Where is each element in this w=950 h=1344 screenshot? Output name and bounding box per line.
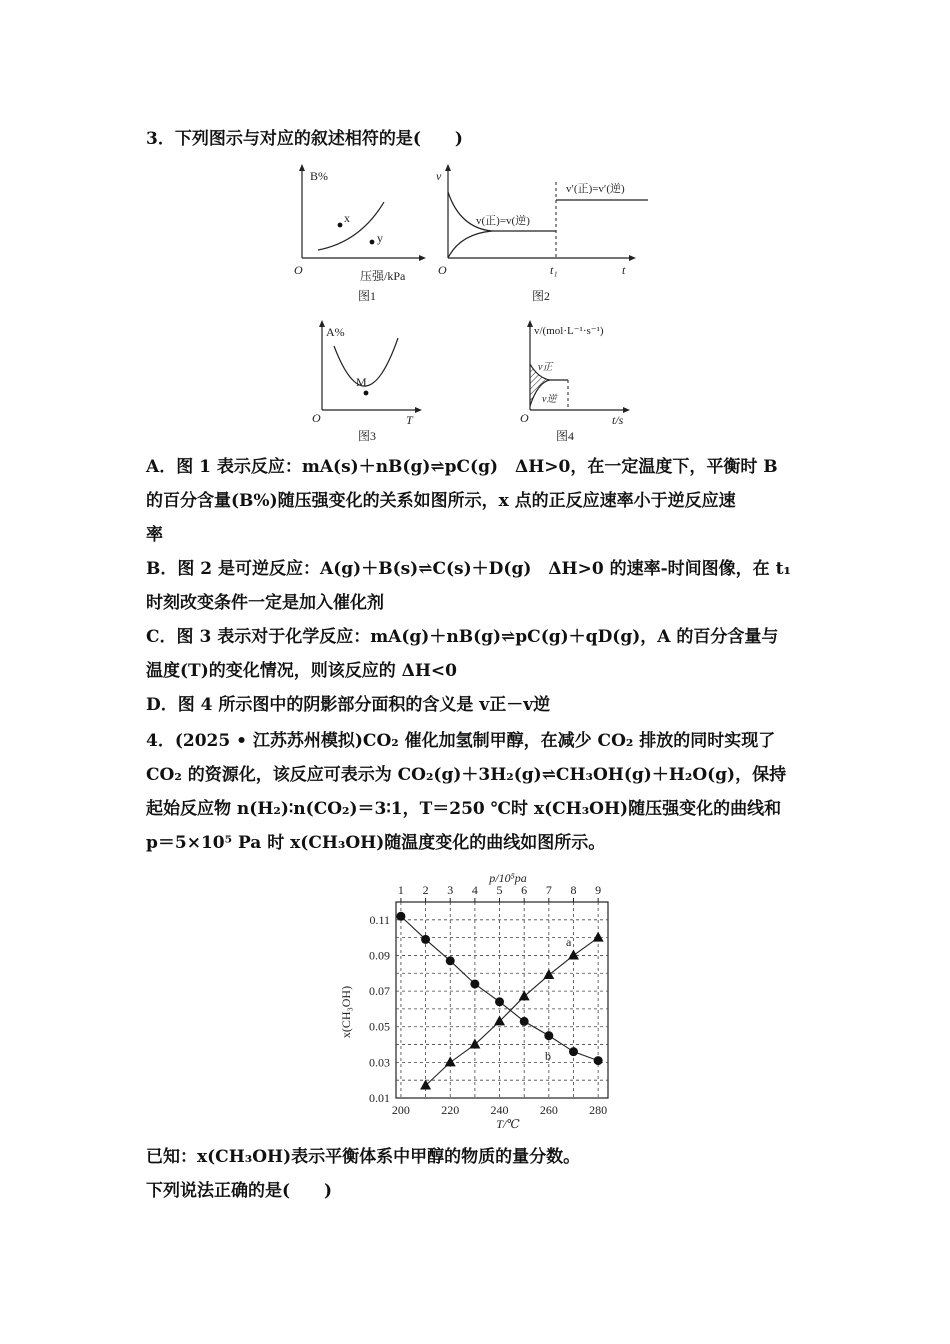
fig2-caption: 图2 bbox=[532, 289, 551, 303]
figure-3 bbox=[308, 318, 428, 446]
q4-known: 已知：x(CH₃OH)表示平衡体系中甲醇的物质的量分数。 bbox=[146, 1147, 581, 1167]
fig4-v-fwd: v正 bbox=[538, 362, 553, 373]
series-b-point bbox=[520, 1017, 529, 1026]
methanol-chart bbox=[330, 866, 620, 1136]
x2-tick-label: 4 bbox=[471, 883, 478, 897]
series-a-point bbox=[519, 990, 530, 1000]
x2-tick-label: 1 bbox=[397, 883, 404, 897]
series-a-point bbox=[445, 1056, 456, 1066]
fig2-origin: O bbox=[438, 263, 447, 277]
series-b-point bbox=[544, 1031, 553, 1040]
chart-x-label: T/℃ bbox=[496, 1117, 520, 1131]
option-a-line1: A．图 1 表示反应：mA(s)＋nB(g)⇌pC(g) ΔH>0，在一定温度下，平衡时 B bbox=[146, 457, 778, 477]
fig1-ylabel: B% bbox=[310, 169, 328, 183]
figure-4 bbox=[516, 318, 656, 446]
series-a-point bbox=[420, 1080, 431, 1090]
x2-tick-label: 6 bbox=[521, 883, 528, 897]
option-c-line1: C．图 3 表示对于化学反应：mA(g)＋nB(g)⇌pC(g)＋qD(g)，A 的百分含量与 bbox=[146, 627, 779, 647]
fig4-caption: 图4 bbox=[556, 429, 575, 443]
x2-tick-label: 8 bbox=[570, 883, 577, 897]
x-tick-label: 200 bbox=[391, 1103, 410, 1117]
q4-line2: CO₂ 的资源化，该反应可表示为 CO₂(g)＋3H₂(g)⇌CH₃OH(g)＋H₂O(g)，保持 bbox=[146, 765, 787, 785]
fig3-xlabel: T bbox=[406, 413, 413, 427]
fig3-origin: O bbox=[312, 411, 321, 425]
fig3-caption: 图3 bbox=[358, 429, 377, 443]
fig2-label-eq2: v′(正)=v′(逆) bbox=[566, 183, 625, 195]
series-a-label: a bbox=[566, 935, 572, 949]
y-tick-label: 0.11 bbox=[369, 912, 390, 927]
figure-2 bbox=[432, 162, 657, 307]
fig1-xlabel: 压强/kPa bbox=[360, 269, 406, 283]
y-tick-label: 0.07 bbox=[369, 984, 390, 999]
series-a-point bbox=[469, 1039, 480, 1049]
fig2-ylabel: v bbox=[436, 169, 442, 183]
fig1-origin: O bbox=[294, 263, 303, 277]
x2-tick-label: 3 bbox=[447, 883, 454, 897]
option-a-line3: 率 bbox=[146, 525, 163, 545]
x2-tick-label: 7 bbox=[545, 883, 552, 897]
x-tick-label: 260 bbox=[539, 1103, 558, 1117]
chart-x2-label: p/10⁵pa bbox=[489, 871, 527, 885]
fig4-v-rev: v逆 bbox=[542, 394, 557, 405]
series-b-point bbox=[594, 1056, 603, 1065]
series-b-point bbox=[495, 997, 504, 1006]
option-c-line2: 温度(T)的变化情况，则该反应的 ΔH<0 bbox=[146, 661, 457, 681]
y-tick-label: 0.05 bbox=[369, 1019, 390, 1034]
series-b-label: b bbox=[545, 1049, 551, 1063]
q4-line1: 4．(2025 • 江苏苏州模拟)CO₂ 催化加氢制甲醇，在减少 CO₂ 排放的同时实现了 bbox=[146, 731, 776, 751]
fig2-xlabel: t bbox=[622, 263, 626, 277]
fig1-point-x: x bbox=[344, 211, 350, 225]
series-a-point bbox=[543, 969, 554, 979]
y-tick-label: 0.03 bbox=[369, 1055, 390, 1070]
q4-line3: 起始反应物 n(H₂)∶n(CO₂)＝3∶1，T＝250 ℃时 x(CH₃OH)随压强变化的曲线和 bbox=[146, 799, 782, 819]
fig4-origin: O bbox=[520, 411, 529, 425]
series-b-point bbox=[421, 935, 430, 944]
series-b-point bbox=[569, 1047, 578, 1056]
series-b-point bbox=[396, 912, 405, 921]
fig1-caption: 图1 bbox=[358, 289, 377, 303]
x-tick-label: 240 bbox=[490, 1103, 509, 1117]
fig4-xlabel: t/s bbox=[612, 413, 624, 427]
fig3-point-m: M bbox=[356, 375, 367, 389]
fig2-t1: t₁ bbox=[550, 263, 558, 277]
y-tick-label: 0.09 bbox=[369, 948, 390, 963]
series-a-point bbox=[593, 932, 604, 942]
option-b-line2: 时刻改变条件一定是加入催化剂 bbox=[146, 593, 384, 613]
fig1-point-y: y bbox=[377, 231, 383, 245]
chart-y-label: x(CH₃OH) bbox=[339, 985, 353, 1039]
fig4-ylabel: v/(mol·L⁻¹·s⁻¹) bbox=[534, 325, 604, 337]
series-b-point bbox=[470, 979, 479, 988]
q3-stem: 3．下列图示与对应的叙述相符的是( ) bbox=[146, 129, 463, 149]
fig2-label-eq: v(正)=v(逆) bbox=[476, 215, 530, 227]
figure-1 bbox=[288, 162, 428, 307]
q4-line4: p＝5×10⁵ Pa 时 x(CH₃OH)随温度变化的曲线如图所示。 bbox=[146, 833, 606, 853]
series-a-point bbox=[568, 949, 579, 959]
series-b-point bbox=[446, 956, 455, 965]
x2-tick-label: 2 bbox=[422, 883, 429, 897]
x-tick-label: 280 bbox=[589, 1103, 608, 1117]
x2-tick-label: 9 bbox=[595, 883, 602, 897]
x-tick-label: 220 bbox=[441, 1103, 460, 1117]
y-tick-label: 0.01 bbox=[369, 1091, 390, 1105]
fig3-ylabel: A% bbox=[326, 325, 345, 339]
q4-ask: 下列说法正确的是( ) bbox=[146, 1181, 333, 1201]
x2-tick-label: 5 bbox=[496, 883, 503, 897]
option-a-line2: 的百分含量(B%)随压强变化的关系如图所示，x 点的正反应速率小于逆反应速 bbox=[146, 491, 736, 511]
option-d-line1: D．图 4 所示图中的阴影部分面积的含义是 v正－v逆 bbox=[146, 695, 551, 715]
option-b-line1: B．图 2 是可逆反应：A(g)＋B(s)⇌C(s)＋D(g) ΔH>0 的速率-时间图像，在 t₁ bbox=[146, 559, 791, 579]
